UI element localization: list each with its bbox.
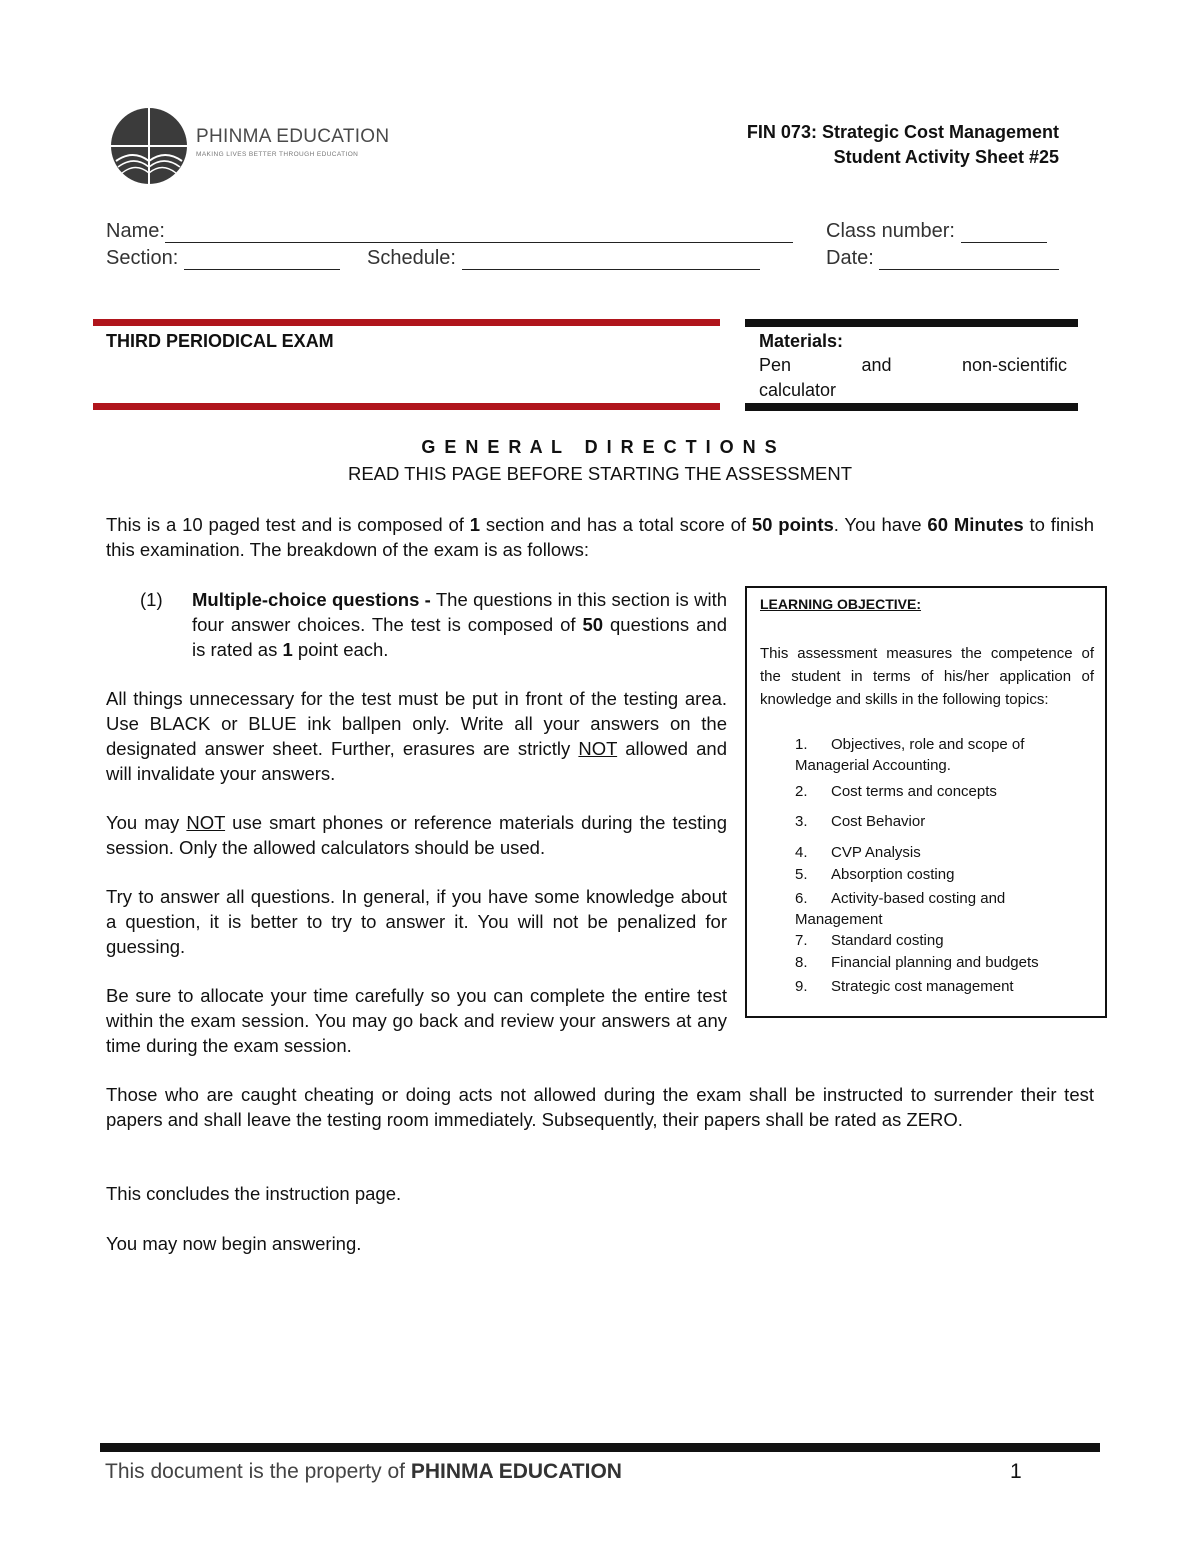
list-item: 6. Activity-based costing and Management (795, 890, 1006, 928)
directions-subheading: READ THIS PAGE BEFORE STARTING THE ASSESSMENT (347, 463, 853, 484)
exam-bottom-red-rule (93, 403, 720, 410)
exam-title: THIRD PERIODICAL EXAM (106, 331, 334, 351)
date-blank[interactable] (879, 251, 1059, 270)
item-number: (1) (140, 589, 163, 610)
list-item: 9. Strategic cost management (795, 978, 1014, 995)
footer-text: This document is the property of PHINMA EDUCATION (105, 1460, 622, 1483)
materials-word: and (861, 355, 892, 375)
course-title: FIN 073: Strategic Cost Management (746, 122, 1059, 142)
time-paragraph: Be sure to allocate your time carefully so you can complete the entire test within the exam session. You may go back and review your answers at any time during the exam session. (106, 985, 727, 1056)
guessing-paragraph: Try to answer all questions. In general, if you have some knowledge about a question, it is better to try to answer it. You will not be penalized for guessing. (106, 886, 727, 957)
exam-top-red-rule (93, 319, 720, 326)
materials-text-line1 (759, 355, 1067, 376)
name-label: Name: (106, 220, 165, 242)
learning-objective-title: LEARNING OBJECTIVE: (760, 596, 922, 612)
date-label: Date: (826, 247, 874, 269)
date-field[interactable] (826, 247, 1059, 270)
page-number: 1 (1010, 1460, 1022, 1483)
list-item: 2. Cost terms and concepts (795, 783, 997, 800)
section-field[interactable] (106, 247, 340, 270)
list-item: 3. Cost Behavior (795, 813, 926, 830)
section-label: Section: (106, 247, 179, 269)
list-item: 4. CVP Analysis (795, 844, 921, 861)
begin-paragraph: You may now begin answering. (106, 1233, 362, 1254)
cheating-paragraph: Those who are caught cheating or doing acts not allowed during the exam shall be instructed to surrender their test papers and shall leave the testing room immediately. Subsequently, their papers shall be rated as ZERO. (106, 1084, 1094, 1130)
devices-paragraph: You may NOT use smart phones or reference materials during the testing session. Only the allowed calculators should be used. (106, 812, 727, 858)
class-number-blank[interactable] (961, 224, 1047, 243)
name-field[interactable] (106, 220, 793, 243)
intro-paragraph: This is a 10 paged test and is composed of 1 section and has a total score of 50 points. You have 60 Minutes to finish this examination. The breakdown of the exam is as follows: (106, 514, 1094, 560)
learning-objective-text: This assessment measures the competence of the student in terms of his/her application of knowledge and skills in the following topics: (760, 645, 1094, 708)
multiple-choice-description: Multiple-choice questions - The questions in this section is with four answer choices. The test is composed of 50 questions and is rated as 1 point each. (192, 589, 728, 660)
materials-text-line2: calculator (759, 380, 837, 400)
list-item: 8. Financial planning and budgets (795, 954, 1039, 971)
conclusion-paragraph: This concludes the instruction page. (106, 1183, 402, 1204)
logo-brand-name: PHINMA EDUCATION (196, 126, 390, 147)
list-item: 5. Absorption costing (795, 866, 955, 883)
class-number-label: Class number: (826, 220, 955, 242)
globe-book-icon (108, 105, 190, 187)
materials-word: Pen (759, 355, 792, 375)
schedule-blank[interactable] (462, 251, 760, 270)
materials-top-rule (745, 319, 1078, 327)
class-number-field[interactable] (826, 220, 1047, 243)
materials-word: non-scientific (961, 355, 1067, 375)
section-blank[interactable] (184, 251, 340, 270)
name-blank[interactable] (165, 224, 793, 243)
schedule-field[interactable] (367, 247, 760, 270)
directions-heading: G E N E R A L D I R E C T I O N S (421, 437, 779, 457)
footer-rule (100, 1443, 1100, 1452)
schedule-label: Schedule: (367, 247, 456, 269)
logo-tagline: MAKING LIVES BETTER THROUGH EDUCATION (196, 151, 359, 158)
materials-bottom-rule (745, 403, 1078, 411)
list-item: 1. Objectives, role and scope of Managerial Accounting. (795, 736, 1025, 774)
materials-rules-paragraph: All things unnecessary for the test must be put in front of the testing area. Use BLACK or BLUE ink ballpen only. Write all your answers on the designated answer sheet. Further, erasures are strictly NOT allowed and will invalidate your answers. (106, 688, 727, 784)
sheet-title: Student Activity Sheet #25 (833, 147, 1059, 167)
materials-label: Materials: (759, 331, 844, 351)
list-item: 7. Standard costing (795, 932, 944, 949)
